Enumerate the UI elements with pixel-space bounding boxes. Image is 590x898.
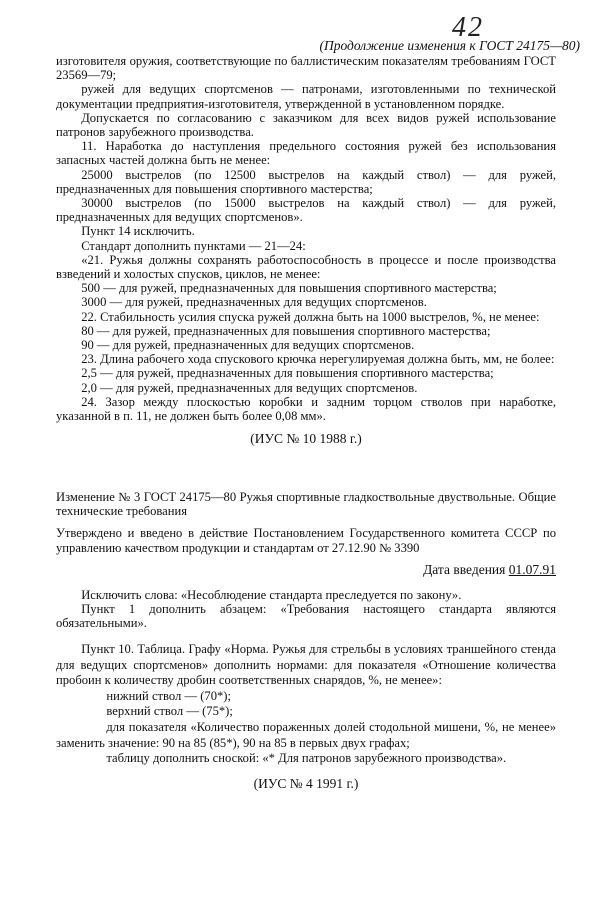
ius-reference: (ИУС № 10 1988 г.): [250, 431, 362, 447]
paragraph: ружей для ведущих спортсменов — патронами, изготовленными по технической документации предприятия-изготовителя, утвержденной в установленном порядке.: [56, 82, 556, 111]
ius-reference: (ИУС № 4 1991 г.): [253, 775, 359, 791]
paragraph: 25000 выстрелов (по 12500 выстрелов на каждый ствол) — для ружей, предназначенных для повышения спортивного мастерства;: [56, 167, 556, 196]
paragraph: Исключить слова: «Несоблюдение стандарта преследуется по закону».: [81, 588, 462, 602]
paragraph: изготовителя оружия, соответствующие по баллистическим показателям требованиям ГОСТ 23569—79;: [56, 54, 556, 83]
paragraph: 2,0 — для ружей, предназначенных для ведущих спортсменов.: [81, 380, 418, 395]
paragraph: таблицу дополнить сноской: «* Для патронов зарубежного производства».: [106, 751, 507, 766]
text-block-1: [56, 54, 556, 446]
paragraph: нижний ствол — (70*);: [106, 688, 231, 703]
paragraph: 30000 выстрелов (по 15000 выстрелов на каждый ствол) — для ружей, предназначенных для ведущих спортсменов».: [56, 196, 556, 225]
text-block-4: [56, 642, 556, 791]
paragraph: 80 — для ружей, предназначенных для повышения спортивного мастерства;: [81, 323, 491, 338]
approval-note: Утверждено и введено в действие Постановлением Государственного комитета СССР по управлению качеством продукции и стандартам от 27.12.90 № 3390: [56, 526, 556, 555]
paragraph: 22. Стабильность усилия спуска ружей должна быть на 1000 выстрелов, %, не менее:: [81, 309, 540, 324]
page-header: (Продолжение изменения к ГОСТ 24175—80): [319, 38, 580, 53]
paragraph: 3000 — для ружей, предназначенных для ведущих спортсменов.: [81, 295, 427, 310]
paragraph: «21. Ружья должны сохранять работоспособность в процессе и после производства взведений и холостых спусков, циклов, не менее:: [56, 252, 556, 282]
paragraph: 11. Наработка до наступления предельного состояния ружей без использования запасных частей должна быть не менее:: [56, 139, 556, 168]
paragraph: Допускается по согласованию с заказчиком для всех видов ружей использование патронов зарубежного производства.: [56, 110, 556, 140]
paragraph: 24. Зазор между плоскостью коробки и задним торцом стволов при наработке, указанной в п. 11, не должен быть более 0,08 мм».: [56, 394, 556, 424]
paragraph: для показателя «Количество пораженных долей стодольной мишени, %, не менее» заменить значение: 90 на 85 (85*), 90 на 85 в первых двух графах;: [56, 719, 556, 750]
change-header: [56, 490, 556, 577]
handwritten-page-mark: 42: [452, 12, 484, 43]
paragraph: 90 — для ружей, предназначенных для ведущих спортсменов.: [81, 338, 415, 353]
paragraph: 500 — для ружей, предназначенных для повышения спортивного мастерства;: [81, 281, 497, 296]
date-value: 01.07.91: [508, 561, 556, 577]
paragraph: Пункт 10. Таблица. Графу «Норма. Ружья для стрельбы в условиях траншейного стенда для ведущих спортсменов» дополнить нормами: для показателя «Отношение количества пробоин к количеству дробин соответственных снарядов, %, не менее»:: [56, 642, 556, 688]
effective-date: [56, 563, 556, 577]
paragraph: 23. Длина рабочего хода спускового крючка нерегулируемая должна быть, мм, не более:: [81, 352, 555, 367]
paragraph: 2,5 — для ружей, предназначенных для повышения спортивного мастерства;: [81, 366, 494, 381]
paragraph: Стандарт дополнить пунктами — 21—24:: [81, 238, 306, 253]
date-label: Дата введения: [423, 561, 506, 577]
change-title: Изменение № 3 ГОСТ 24175—80 Ружья спортивные гладкоствольные двуствольные. Общие технические требования: [56, 490, 556, 519]
paragraph: Пункт 1 дополнить абзацем: «Требования настоящего стандарта являются обязательными».: [56, 602, 556, 631]
paragraph: верхний ствол — (75*);: [106, 704, 233, 719]
text-block-3: [56, 588, 556, 631]
paragraph: Пункт 14 исключить.: [81, 224, 195, 239]
